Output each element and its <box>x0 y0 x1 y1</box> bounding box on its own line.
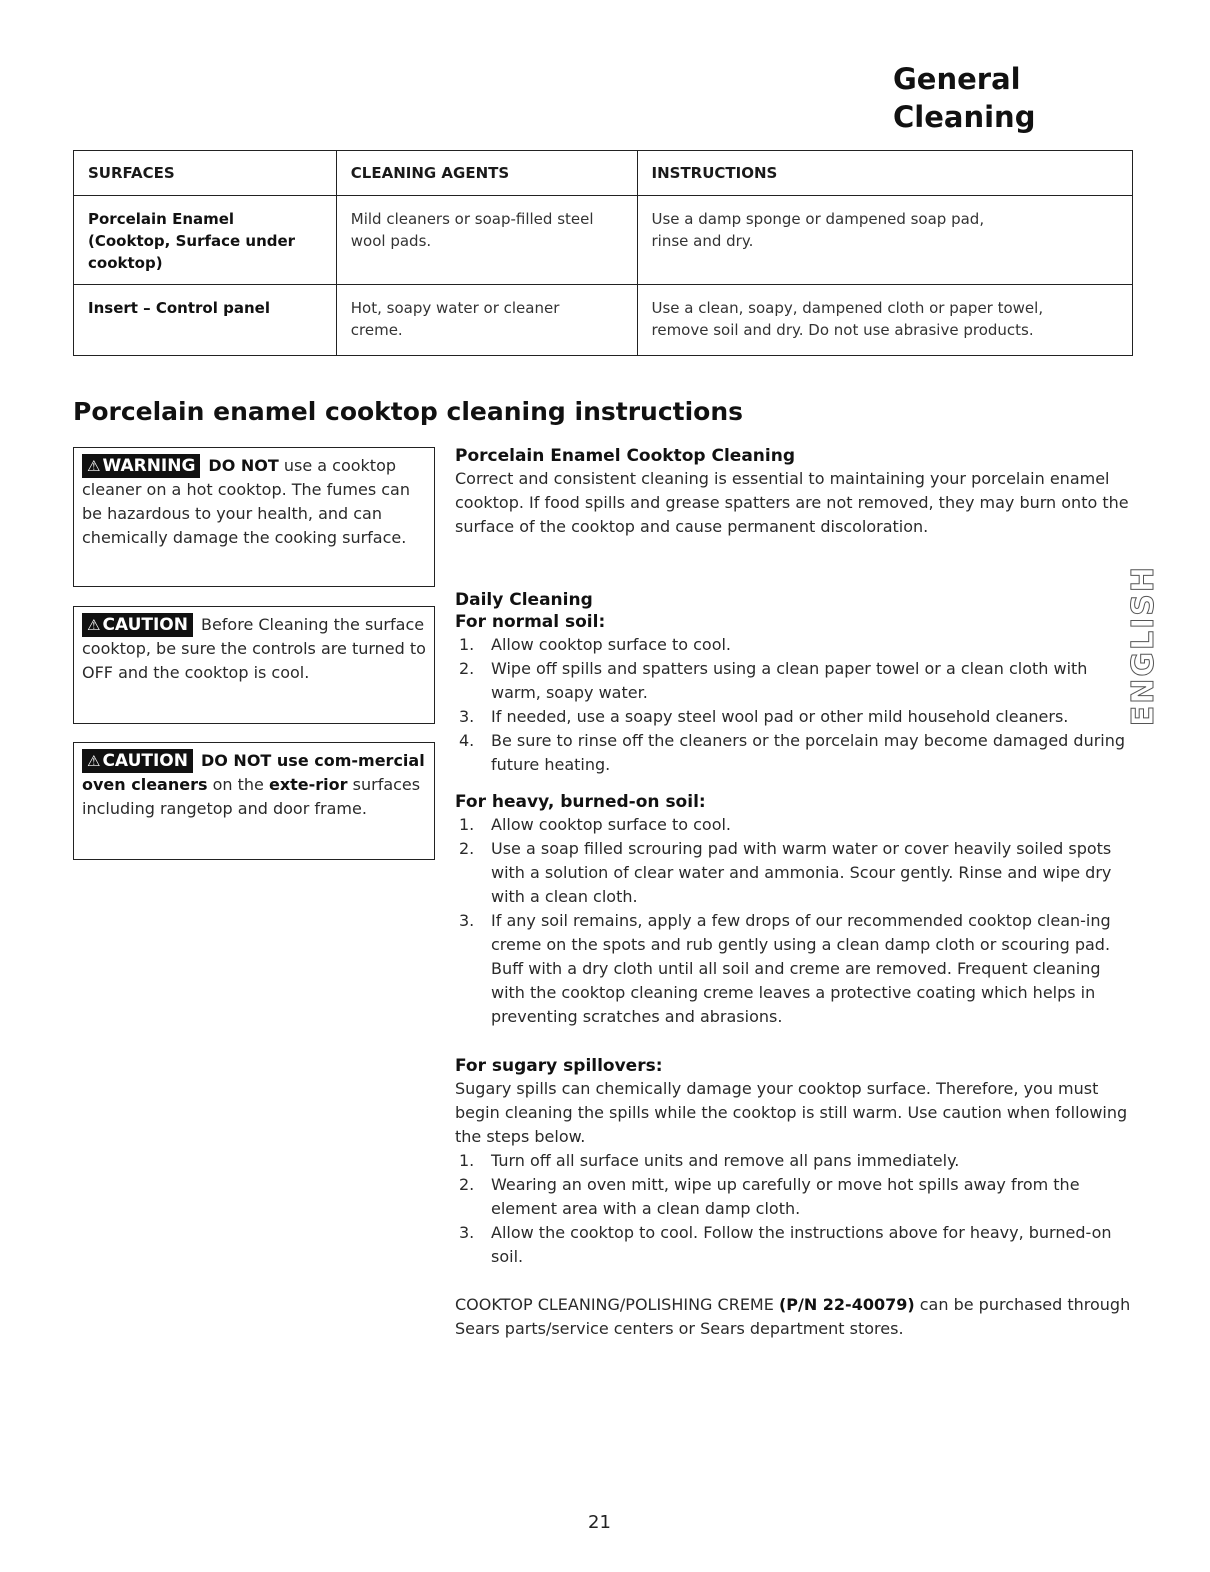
list-item: 2. Wearing an oven mitt, wipe up carefully or move hot spills away from the element area with a clean damp cloth. <box>459 1175 1080 1218</box>
warning-triangle-icon: ⚠ <box>87 752 101 770</box>
caution-badge: ⚠ CAUTION <box>82 749 193 773</box>
agent-cell: Mild cleaners or soap-filled steel wool pads. <box>336 196 637 285</box>
column-header-surfaces: SURFACES <box>74 151 337 196</box>
column-header-instructions: INSTRUCTIONS <box>637 151 1133 196</box>
instructions-column <box>455 445 1135 1341</box>
list-item: 1. Allow cooktop surface to cool. <box>459 815 732 834</box>
list-item: 1. Turn off all surface units and remove all pans immediately. <box>459 1151 960 1170</box>
surface-cell: Insert – Control panel <box>74 285 337 356</box>
cleaning-table <box>73 150 1133 356</box>
table-row <box>74 285 1133 356</box>
page-title-line2: Cleaning <box>893 100 1036 134</box>
sugary-text: Sugary spills can chemically damage your cooktop surface. Therefore, you must begin cleaning the spills while the cooktop is still warm. Use caution when following the steps below. <box>455 1079 1128 1146</box>
section-title: Porcelain enamel cooktop cleaning instructions <box>73 397 744 426</box>
page-number: 21 <box>588 1512 611 1533</box>
language-side-tab: ENGLISH <box>1126 565 1161 727</box>
list-item: 2. Wipe off spills and spatters using a clean paper towel or a clean cloth with warm, soapy water. <box>459 659 1088 702</box>
surface-cell: Porcelain Enamel (Cooktop, Surface under cooktop) <box>74 196 337 285</box>
column-header-cleaning-agents: CLEANING AGENTS <box>336 151 637 196</box>
heavy-soil-steps <box>455 813 1135 1029</box>
list-item: 3. If needed, use a soapy steel wool pad or other mild household cleaners. <box>459 707 1069 726</box>
table-row <box>74 196 1133 285</box>
warning-triangle-icon: ⚠ <box>87 457 101 475</box>
caution-box-oven-cleaners: ⚠ CAUTION DO NOT use com-mercial oven cleaners on the exte-rior surfaces including rangetop and door frame. <box>73 742 435 860</box>
list-item: 2. Use a soap filled scrouring pad with warm water or cover heavily soiled spots with a solution of clear water and ammonia. Scour gently. Rinse and wipe dry with a clean cloth. <box>459 839 1112 906</box>
list-item: 3. If any soil remains, apply a few drops of our recommended cooktop clean-ing creme on the spots and rub gently using a clean damp cloth or scouring pad. Buff with a dry cloth until all soil and creme are removed. Frequent cleaning with the cooktop cleaning creme leaves a protective coating which helps in preventing scratches and abrasions. <box>459 911 1111 1026</box>
caution-box-controls: ⚠ CAUTION Before Cleaning the surface cooktop, be sure the controls are turned to OFF and the cooktop is cool. <box>73 606 435 724</box>
list-item: 4. Be sure to rinse off the cleaners or the porcelain may become damaged during future heating. <box>459 731 1126 774</box>
list-item: 1. Allow cooktop surface to cool. <box>459 635 732 654</box>
caution-badge: ⚠ CAUTION <box>82 613 193 637</box>
page-title <box>893 60 1035 136</box>
list-item: 3. Allow the cooktop to cool. Follow the instructions above for heavy, burned-on soil. <box>459 1223 1112 1266</box>
instructions-cell: Use a clean, soapy, dampened cloth or paper towel, remove soil and dry. Do not use abrasive products. <box>637 285 1133 356</box>
daily-cleaning-heading: Daily Cleaning <box>455 590 593 610</box>
instructions-cell: Use a damp sponge or dampened soap pad, rinse and dry. <box>637 196 1133 285</box>
sugary-spillovers-heading: For sugary spillovers: <box>455 1056 663 1076</box>
intro-text: Correct and consistent cleaning is essential to maintaining your porcelain enamel cooktop. If food spills and grease spatters are not removed, they may burn onto the surface of the cooktop and cause permanent discoloration. <box>455 469 1129 536</box>
intro-heading: Porcelain Enamel Cooktop Cleaning <box>455 446 795 466</box>
table-header-row <box>74 151 1133 196</box>
warning-box: ⚠ WARNING DO NOT use a cooktop cleaner on a hot cooktop. The fumes can be hazardous to your health, and can chemically damage the cooking surface. <box>73 447 435 587</box>
sugary-steps <box>455 1149 1135 1269</box>
warning-badge: ⚠ WARNING <box>82 454 200 478</box>
page-title-line1: General <box>893 62 1021 96</box>
creme-note: COOKTOP CLEANING/POLISHING CREME (P/N 22-40079) can be purchased through Sears parts/service centers or Sears department stores. <box>455 1295 1131 1338</box>
normal-soil-steps <box>455 633 1135 777</box>
agent-cell: Hot, soapy water or cleaner creme. <box>336 285 637 356</box>
warning-triangle-icon: ⚠ <box>87 616 101 634</box>
normal-soil-heading: For normal soil: <box>455 612 606 632</box>
heavy-soil-heading: For heavy, burned-on soil: <box>455 792 706 812</box>
